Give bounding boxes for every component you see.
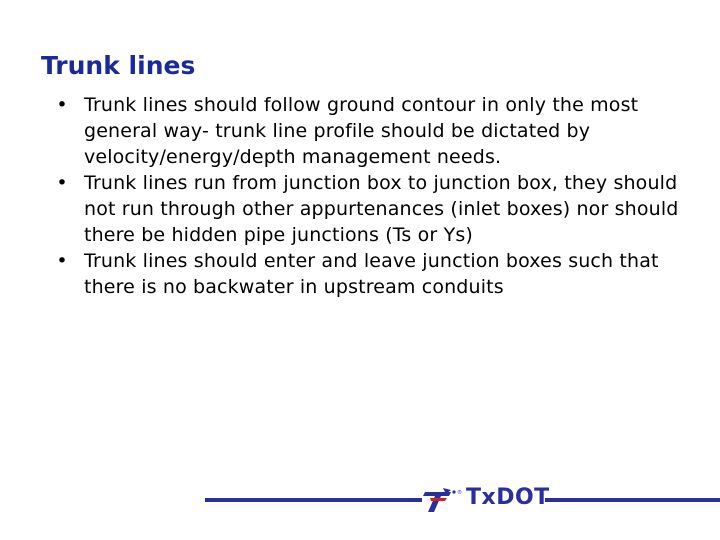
txdot-flag-logo-icon	[421, 484, 465, 514]
bullet-marker: •	[56, 250, 68, 272]
bullet-text: Trunk lines should enter and leave junction boxes such that there is no backwater in upstream conduits	[84, 250, 659, 298]
slide-title: Trunk lines	[41, 51, 196, 80]
bullet-marker: •	[56, 172, 68, 194]
bullet-item	[55, 92, 695, 170]
bullet-text: Trunk lines run from junction box to junction box, they should not run through other appurtenances (inlet boxes) nor should there be hidden pipe junctions (Ts or Ys)	[84, 172, 679, 246]
txdot-logo-text: TxDOT	[466, 485, 550, 510]
footer-rule-right	[545, 498, 720, 502]
footer-rule-left	[205, 498, 422, 502]
bullet-text: Trunk lines should follow ground contour in only the most general way- trunk line profile should be dictated by velocity/energy/depth management needs.	[84, 94, 639, 168]
bullet-item	[55, 170, 695, 248]
bullet-marker: •	[56, 94, 68, 116]
bullet-item	[55, 248, 695, 300]
footer-bar	[0, 476, 720, 516]
bullet-list	[55, 92, 695, 300]
svg-text:®: ®	[457, 490, 462, 496]
